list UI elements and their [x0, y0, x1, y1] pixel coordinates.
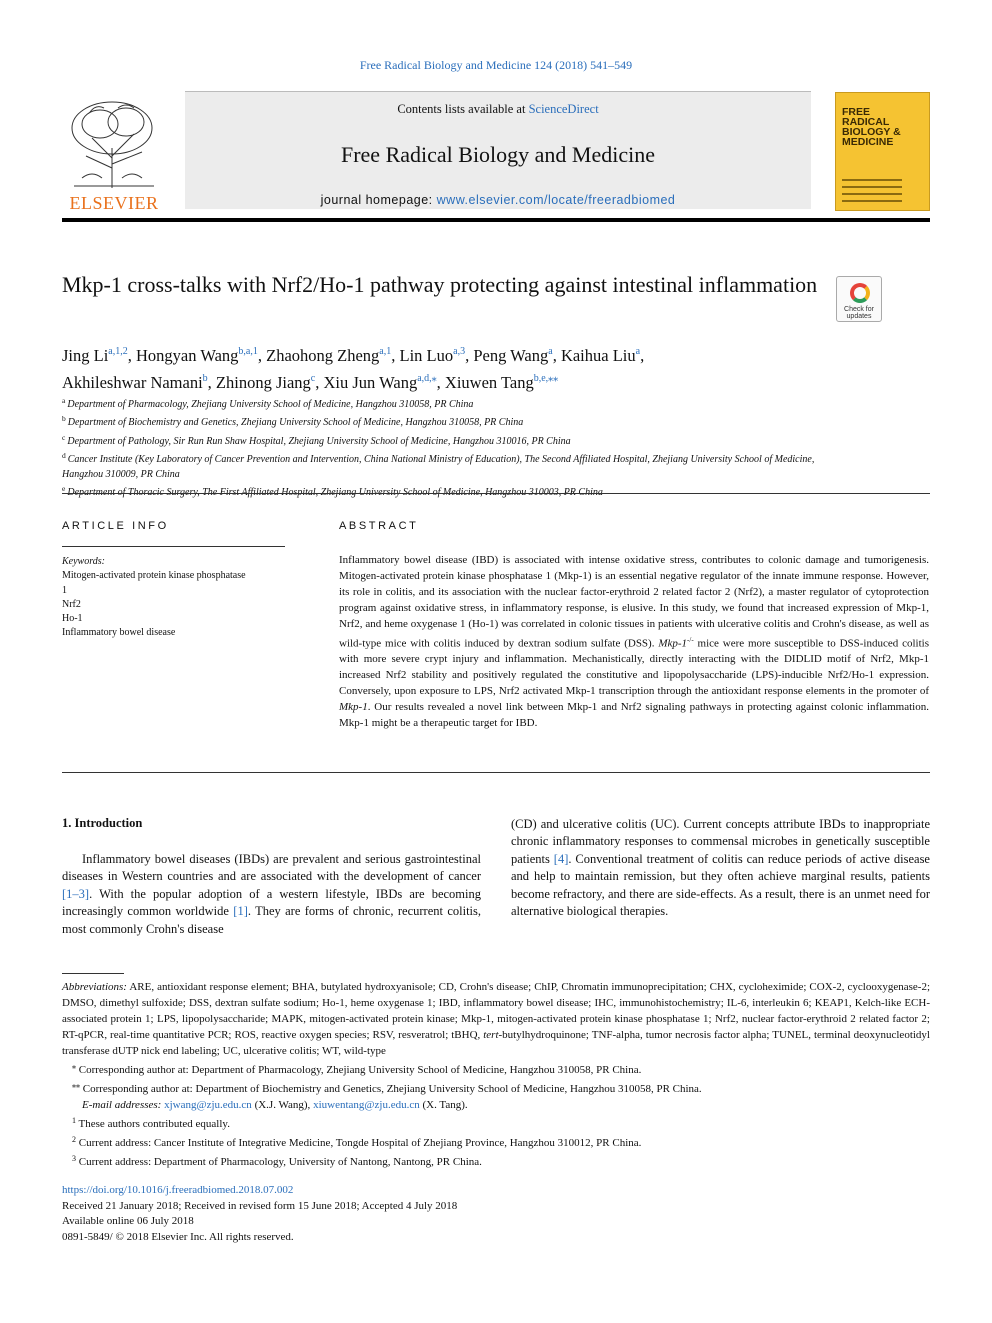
- intro-text: . With the popular adoption of a western lifestyle, IBDs are becoming increasingly common worldwide: [62, 886, 481, 919]
- abstract-part: mice were more susceptible to DSS-induced colitis with more severe crypt injury and inflammation. Mechanistically, directly interacting with the DIDLID motif of Nrf2, Mkp-1 increased Nrf2 stability and positively regulated the constitutive and lipopolysaccharide (LPS)-inducible Nrf2/Ho-1 expression. Conversely, upon exposure to LPS, Nrf2 activated Mkp-1 transcription through the antioxidant response elements in the promoter of: [339, 637, 929, 698]
- journal-homepage-link[interactable]: www.elsevier.com/locate/freeradbiomed: [436, 193, 676, 207]
- keyword: Ho-1: [62, 613, 83, 625]
- keywords-label: Keywords:: [62, 556, 105, 567]
- affiliation-mark: b: [62, 414, 66, 424]
- cover-title: [842, 107, 901, 147]
- author-separator: ,: [257, 346, 267, 365]
- journal-title: Free Radical Biology and Medicine: [340, 142, 656, 167]
- footnote-mark: ⁎⁎: [72, 1081, 80, 1090]
- abstract-gene: Mkp-1: [339, 701, 368, 714]
- author-name[interactable]: Zhaohong Zheng: [266, 346, 380, 365]
- author-marks[interactable]: a,1: [379, 346, 392, 357]
- footnote-mark: ⁎: [72, 1062, 76, 1071]
- author-name[interactable]: Kaihua Liu: [560, 346, 636, 365]
- cover-decoration: [842, 179, 902, 207]
- intro-text: (CD) and ulcerative colitis (UC). Current concepts attribute IBDs to inappropriate chronic inflammatory responses to commensal microbes in genetically susceptible patients: [511, 817, 930, 866]
- abbreviations-text: ARE, antioxidant response element; BHA, butylated hydroxyanisole; CD, Crohn's disease; ChIP, Chromatin immunoprecipitation; CHX, cycloheximide; COX-2, cyclooxygenase-2; DMSO, dimethyl sulfoxide; DSS, dextran sulfate sodium; Ho-1, heme oxygenase 1; IBD, inflammatory bowel disease; IHC, immunohistochemistry; IL-6, interleukin 6; KEAP1, Kelch-like ECH-associated protein 1; LPS, lipopolysaccharide; MAPK, mitogen-activated protein kinase; Mkp-1, mitogen-activated protein kinase phosphatase 1; Nrf2, nuclear factor-erythroid 2 related factor 2; RT-qPCR, real-time quantitative PCR; ROS, reactive oxygen species; RSV, resveratrol; tBHQ,: [62, 981, 930, 1041]
- affiliation: [62, 449, 852, 482]
- contents-line: [185, 102, 811, 117]
- corresponding-author-footnote: [62, 1059, 930, 1078]
- abbreviations-label: Abbreviations:: [62, 981, 127, 993]
- journal-header-band: [185, 91, 811, 209]
- homepage-prefix: journal homepage:: [320, 193, 437, 207]
- elsevier-logo[interactable]: [62, 98, 166, 214]
- intro-text: . Conventional treatment of colitis can reduce periods of active disease and help to maintain remission, but they often achieve marginal results, patients become refractory, and there are side-effects. As a result, there is an unmet need for alternative biological therapies.: [511, 851, 930, 919]
- affiliation-mark: e: [62, 484, 66, 494]
- author-marks[interactable]: c: [310, 373, 316, 384]
- affiliation-mark: d: [62, 451, 66, 461]
- abstract-gene-knockout: Mkp-1: [658, 637, 688, 650]
- affiliation-mark: c: [62, 432, 66, 442]
- current-address-footnote: [62, 1132, 930, 1151]
- citation-link[interactable]: [4]: [553, 851, 569, 866]
- publication-info: [62, 1183, 662, 1246]
- email-label: E-mail addresses:: [82, 1099, 162, 1111]
- abstract-text: [339, 553, 929, 732]
- affiliations-divider: [62, 493, 930, 494]
- keyword: Mitogen-activated protein kinase phosphatase: [62, 570, 246, 582]
- check-for-updates-button[interactable]: [836, 276, 882, 322]
- keyword: Inflammatory bowel disease: [62, 627, 176, 639]
- footnote-text: Current address: Cancer Institute of Integrative Medicine, Tongde Hospital of Zhejiang Province, Hangzhou 310012, PR China.: [76, 1137, 642, 1149]
- author-marks[interactable]: a,3: [453, 346, 466, 357]
- author-name[interactable]: Xiuwen Tang: [444, 373, 534, 392]
- author-marks[interactable]: a: [548, 346, 553, 357]
- affiliation-text: Cancer Institute (Key Laboratory of Cancer Prevention and Intervention, China National Ministry of Education), The Second Affiliated Hospital, Zhejiang University School of Medicine, Hangzhou 310009, PR China: [62, 454, 815, 480]
- received-dates: Received 21 January 2018; Received in revised form 15 June 2018; Accepted 4 July 2018: [62, 1199, 458, 1212]
- footnote-text: Corresponding author at: Department of Pharmacology, Zhejiang University School of Medicine, Hangzhou 310058, PR China.: [76, 1064, 642, 1076]
- author-separator: ,: [552, 346, 561, 365]
- contents-prefix: Contents lists available at: [397, 102, 529, 116]
- article-info-divider: [62, 546, 285, 547]
- sciencedirect-link[interactable]: ScienceDirect: [528, 102, 599, 116]
- author-name[interactable]: Zhinong Jiang: [215, 373, 311, 392]
- author-name[interactable]: Jing Li: [62, 346, 109, 365]
- author-marks[interactable]: a,1,2: [108, 346, 128, 357]
- affiliation: [62, 412, 852, 430]
- abstract-divider: [62, 772, 930, 773]
- footnote-divider: [62, 973, 124, 974]
- footnote-mark: 2: [72, 1135, 76, 1144]
- author-marks[interactable]: a,d,⁎: [417, 373, 437, 384]
- affiliation: [62, 482, 852, 500]
- elsevier-wordmark: ELSEVIER: [69, 193, 159, 213]
- affiliation: [62, 394, 852, 412]
- email-owner: (X.J. Wang),: [251, 1099, 314, 1111]
- check-updates-icon: [850, 283, 870, 303]
- author-name[interactable]: Akhileshwar Namani: [62, 373, 203, 392]
- email-link[interactable]: xjwang@zju.edu.cn: [164, 1099, 252, 1111]
- article-title: Mkp-1 cross-talks with Nrf2/Ho-1 pathway protecting against intestinal inflammation: [62, 272, 818, 297]
- current-address-footnote: [62, 1151, 930, 1170]
- author-separator: ,: [640, 346, 645, 365]
- elsevier-tree-icon: [62, 98, 166, 190]
- keyword: Nrf2: [62, 598, 81, 610]
- footnote-text: These authors contributed equally.: [76, 1118, 230, 1130]
- citation-link[interactable]: [1–3]: [62, 886, 90, 901]
- affiliation-mark: a: [62, 396, 66, 405]
- citation-link[interactable]: [1]: [233, 904, 248, 919]
- abstract-heading: ABSTRACT: [339, 520, 419, 532]
- check-updates-line: updates: [846, 313, 872, 320]
- footnote-mark: 3: [72, 1154, 76, 1163]
- author-marks[interactable]: b: [202, 373, 208, 384]
- author-name[interactable]: Lin Luo: [399, 346, 454, 365]
- author-separator: ,: [465, 346, 474, 365]
- abbreviations-italic: tert: [483, 1029, 499, 1041]
- introduction-left-column: [62, 851, 481, 938]
- keyword: 1: [62, 584, 67, 596]
- intro-text: . They are forms of chronic, recurrent colitis, most commonly Crohn's disease: [62, 904, 482, 936]
- author-separator: ,: [436, 373, 445, 392]
- cover-line: BIOLOGY &: [842, 126, 901, 138]
- author-marks[interactable]: a: [635, 346, 641, 357]
- check-updates-label: [837, 306, 881, 320]
- affiliation-text: Department of Biochemistry and Genetics, Zhejiang University School of Medicine, Hangzhou 310058, PR China: [67, 417, 524, 429]
- abbreviations-text: -butylhydroquinone; TNF-alpha, tumor necrosis factor alpha; TUNEL, terminal deoxynucleotidyl transferase dUTP nick end labeling; UC, ulcerative colitis; WT, wild-type: [62, 1029, 930, 1057]
- intro-text: Inflammatory bowel diseases (IBDs) are prevalent and serious gastrointestinal diseases in Western countries and are associated with the development of cancer: [62, 852, 481, 884]
- email-owner: (X. Tang).: [419, 1099, 468, 1111]
- author-marks[interactable]: b,a,1: [238, 346, 258, 357]
- author-name[interactable]: Hongyan Wang: [136, 346, 239, 365]
- abbreviations-footnote: [62, 979, 930, 1059]
- cover-line: RADICAL: [842, 116, 890, 128]
- email-link[interactable]: xiuwentang@zju.edu.cn: [313, 1099, 420, 1111]
- author-separator: ,: [207, 373, 216, 392]
- affiliation-text: Department of Pharmacology, Zhejiang University School of Medicine, Hangzhou 310058, PR China: [67, 399, 474, 410]
- footnote-text: Current address: Department of Pharmacology, University of Nantong, Nantong, PR China.: [76, 1156, 482, 1168]
- header-divider: [62, 218, 930, 222]
- author-list: [62, 340, 832, 394]
- introduction-right-column: [511, 816, 930, 920]
- author-name[interactable]: Peng Wang: [473, 346, 549, 365]
- footnote-mark: 1: [72, 1116, 76, 1125]
- author-separator: ,: [127, 346, 136, 365]
- check-updates-line: Check for: [844, 306, 874, 313]
- footnotes: [62, 979, 930, 1170]
- affiliation-text: Department of Pathology, Sir Run Run Shaw Hospital, Zhejiang University School of Medicine, Hangzhou 310016, PR China: [67, 435, 571, 447]
- cover-line: FREE: [842, 106, 871, 118]
- abstract-part: Inflammatory bowel disease (IBD) is associated with intense oxidative stress, contributes to colonic damage and tumorigenesis. Mitogen-activated protein kinase phosphatase 1 (Mkp-1) is an essential negative regulator of the innate immune response. However, its role in colitis, and its association with the nuclear factor-erythroid 2 related factor 2 (Nrf2), a master regulator of cytoprotection program against oxidative stress, in inflammatory response, is elusive. In this study, we found that increased expression of Mkp-1, Nrf2, and heme oxygenase 1 (Ho-1) was correlated in colonic tissues in patients with ulcerative colitis and Crohn's disease, as well as wild-type mice with colitis induced by dextran sodium sulfate (DSS).: [339, 554, 929, 650]
- author-separator: ,: [315, 373, 324, 392]
- email-footnote: [62, 1097, 930, 1113]
- introduction-heading: 1. Introduction: [62, 816, 143, 830]
- article-info-heading: ARTICLE INFO: [62, 520, 169, 532]
- journal-citation-link[interactable]: Free Radical Biology and Medicine 124 (2018) 541–549: [359, 58, 633, 72]
- affiliation: [62, 431, 852, 449]
- corresponding-author-footnote: [62, 1078, 930, 1097]
- copyright: 0891-5849/ © 2018 Elsevier Inc. All rights reserved.: [62, 1231, 294, 1244]
- author-separator: ,: [391, 346, 400, 365]
- abstract-part: . Our results revealed a novel link between Mkp-1 and Nrf2 signaling pathways in protecting against colonic inflammation. Mkp-1 might be a therapeutic target for IBD.: [339, 701, 929, 730]
- author-marks[interactable]: b,e,⁎⁎: [533, 373, 559, 384]
- journal-cover-thumbnail[interactable]: [835, 92, 930, 211]
- homepage-line: [185, 193, 811, 207]
- footnote-text: Corresponding author at: Department of Biochemistry and Genetics, Zhejiang University School of Medicine, Hangzhou 310058, PR China.: [80, 1083, 702, 1095]
- author-name[interactable]: Xiu Jun Wang: [323, 373, 418, 392]
- keywords-block: [62, 555, 287, 641]
- affiliation-list: [62, 394, 852, 500]
- equal-contribution-footnote: [62, 1113, 930, 1132]
- available-online: Available online 06 July 2018: [62, 1215, 194, 1228]
- cover-line: MEDICINE: [842, 136, 894, 148]
- doi-link[interactable]: https://doi.org/10.1016/j.freeradbiomed.2018.07.002: [62, 1184, 294, 1196]
- abstract-knockout-sup: -/-: [687, 635, 694, 644]
